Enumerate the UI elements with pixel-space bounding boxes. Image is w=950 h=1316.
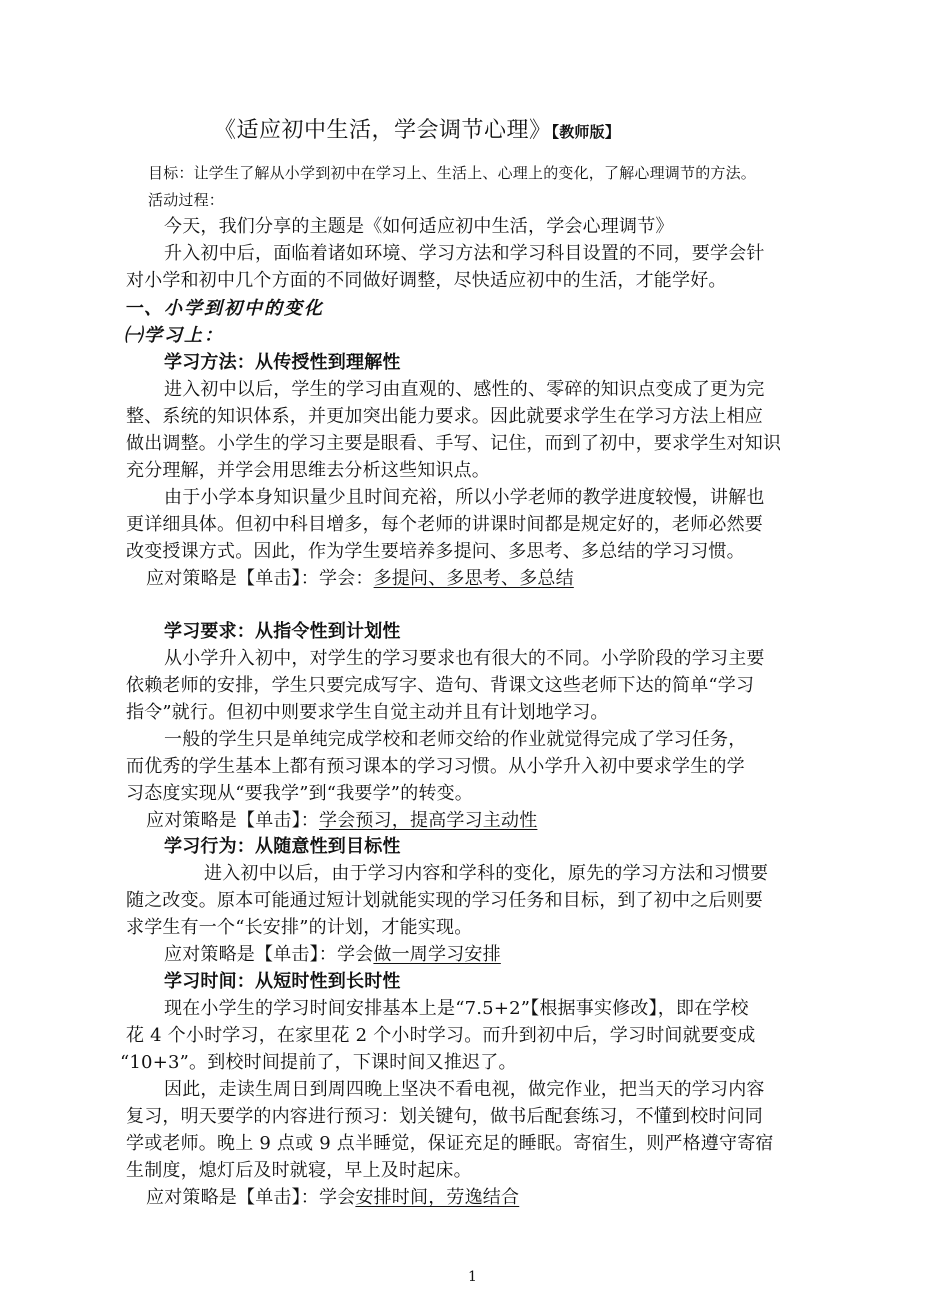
title-line: [214, 118, 620, 145]
intro-line-1: 今天，我们分享的主题是《如何适应初中生活，学会心理调节》: [164, 216, 674, 237]
version-tag: 【教师版】: [551, 123, 621, 141]
paragraph-line: 习态度实现从“要我学”到“我要学”的转变。: [126, 783, 474, 804]
paragraph-line: 一般的学生只是单纯完成学校和老师交给的作业就觉得完成了学习任务，: [164, 729, 747, 750]
paragraph-line: 学或老师。晚上 9 点或 9 点半睡觉，保证充足的睡眠。寄宿生，则严格遵守寄宿: [126, 1133, 774, 1154]
strategy-answer: 安排时间，劳逸结合: [355, 1187, 520, 1208]
intro-line-3: 对小学和初中几个方面的不同做好调整，尽快适应初中的生活，才能学好。: [126, 270, 727, 291]
paragraph-line: 由于小学本身知识量少且时间充裕，所以小学老师的教学进度较慢，讲解也: [164, 487, 765, 508]
paragraph-line: 随之改变。原本可能通过短计划就能实现的学习任务和目标，到了初中之后则要: [126, 890, 763, 911]
paragraph-line: 因此，走读生周日到周四晚上坚决不看电视，做完作业，把当天的学习内容: [164, 1079, 765, 1100]
paragraph-line: 进入初中以后，由于学习内容和学科的变化，原先的学习方法和习惯要: [204, 863, 769, 884]
paragraph-line: 进入初中以后，学生的学习由直观的、感性的、零碎的知识点变成了更为完: [164, 379, 765, 400]
paragraph-line: 更详细具体。但初中科目增多，每个老师的讲课时间都是规定好的，老师必然要: [126, 514, 763, 535]
paragraph-line: 花 4 个小时学习，在家里花 2 个小时学习。而升到初中后，学习时间就要变成: [126, 1025, 756, 1046]
page-number: 1: [468, 1269, 477, 1285]
paragraph-line: 充分理解，并学会用思维去分析这些知识点。: [126, 460, 490, 481]
paragraph-line: 指令”就行。但初中则要求学生自觉主动并且有计划地学习。: [126, 702, 609, 723]
paragraph-line: 生制度，熄灯后及时就寝，早上及时起床。: [126, 1160, 472, 1181]
strategy-prefix: 应对策略是【单击】：学会：: [146, 568, 374, 589]
strategy-prefix: 应对策略是【单击】：学会: [146, 1187, 356, 1208]
intro-line-2: 升入初中后，面临着诸如环境、学习方法和学习科目设置的不同，要学会针: [164, 243, 765, 264]
goal-line: 目标：让学生了解从小学到初中在学习上、生活上、心理上的变化，了解心理调节的方法。: [148, 164, 757, 182]
paragraph-line: “10+3”。到校时间提前了，下课时间又推迟了。: [120, 1052, 517, 1073]
heading-learning-behavior: 学习行为：从随意性到目标性: [164, 836, 401, 857]
subsection-heading: ㈠学习上：: [124, 325, 224, 346]
strategy-line-4: [146, 1185, 519, 1211]
strategy-prefix: 应对策略是【单击】：: [146, 810, 319, 831]
process-label: 活动过程：: [148, 191, 225, 209]
strategy-line-1: [146, 566, 574, 592]
document-title: 《适应初中生活，学会调节心理》: [214, 118, 552, 143]
heading-learning-method: 学习方法：从传授性到理解性: [164, 352, 401, 373]
strategy-answer: 学会预习，提高学习主动性: [319, 810, 538, 831]
paragraph-line: 整、系统的知识体系，并更加突出能力要求。因此就要求学生在学习方法上相应: [126, 406, 763, 427]
strategy-answer: 多提问、多思考、多总结: [373, 568, 574, 589]
paragraph-line: 现在小学生的学习时间安排基本上是“7.5+2”【根据事实修改】，即在学校: [164, 998, 749, 1019]
paragraph-line: 求学生有一个“长安排”的计划，才能实现。: [126, 917, 473, 938]
strategy-line-2: [146, 808, 537, 834]
strategy-line-3: [164, 942, 501, 968]
paragraph-line: 从小学升入初中，对学生的学习要求也有很大的不同。小学阶段的学习主要: [164, 648, 765, 669]
paragraph-line: 复习，明天要学的内容进行预习：划关键句，做书后配套练习，不懂到校时问同: [126, 1106, 763, 1127]
paragraph-line: 改变授课方式。因此，作为学生要培养多提问、多思考、多总结的学习习惯。: [126, 541, 745, 562]
paragraph-line: 依赖老师的安排，学生只要完成写字、造句、背课文这些老师下达的简单“学习: [126, 675, 755, 696]
strategy-prefix: 应对策略是【单击】：学会: [164, 944, 374, 965]
strategy-answer: 做一周学习安排: [373, 944, 501, 965]
section-heading: 一、小学到初中的变化: [124, 298, 324, 319]
paragraph-line: 做出调整。小学生的学习主要是眼看、手写、记住，而到了初中，要求学生对知识: [126, 433, 782, 454]
paragraph-line: 而优秀的学生基本上都有预习课本的学习习惯。从小学升入初中要求学生的学: [126, 756, 745, 777]
heading-learning-requirement: 学习要求：从指令性到计划性: [164, 621, 401, 642]
heading-learning-time: 学习时间：从短时性到长时性: [164, 971, 401, 992]
